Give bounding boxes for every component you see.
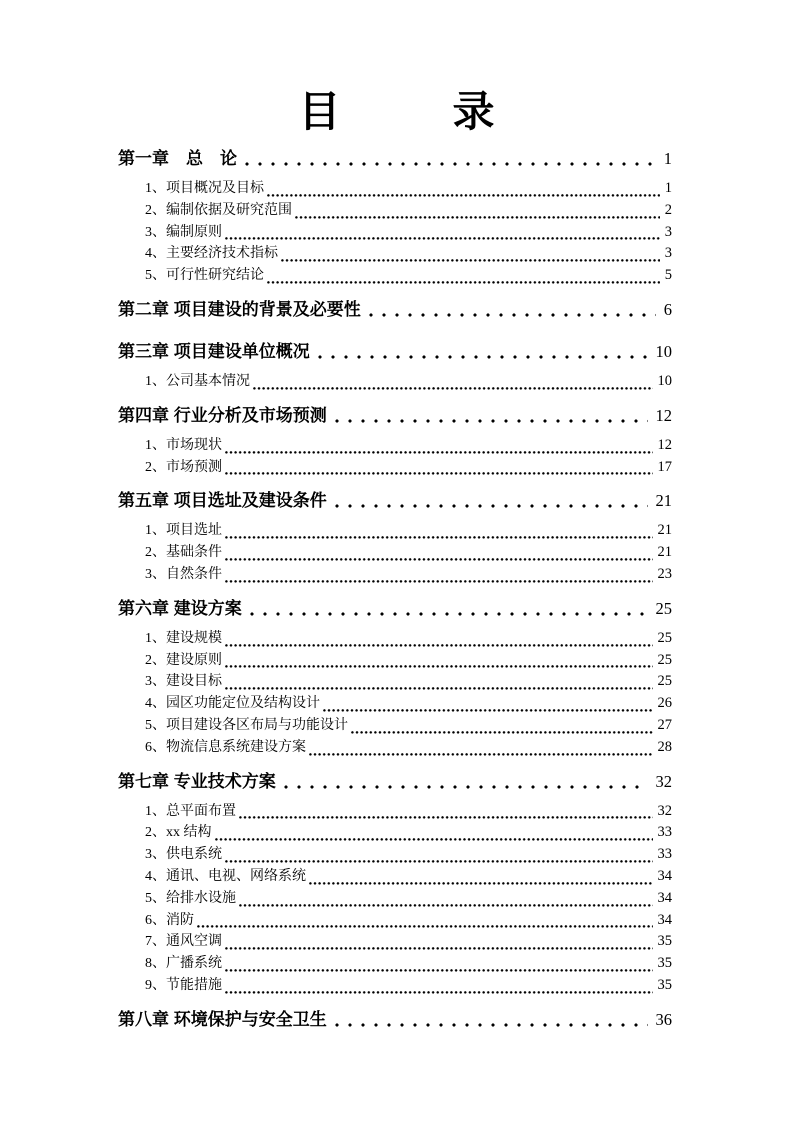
toc-item-entry[interactable] (145, 844, 672, 866)
toc-chapter-entry[interactable] (118, 771, 672, 793)
toc-item-entry[interactable] (145, 222, 672, 244)
dot-leader (309, 882, 653, 885)
toc-item-entry[interactable] (145, 650, 672, 672)
toc-page-number: 32 (655, 771, 672, 791)
toc-item-entry[interactable] (145, 520, 672, 542)
toc-chapter-label: 第八章 环境保护与安全卫生 (118, 1009, 327, 1029)
toc-page-number: 34 (657, 911, 672, 928)
toc-item-entry[interactable] (145, 715, 672, 737)
dot-leader (253, 387, 653, 390)
toc-page-number: 34 (657, 867, 672, 884)
toc-page-number: 35 (657, 976, 672, 993)
dot-leader (225, 644, 653, 647)
toc-chapter-label: 第四章 行业分析及市场预测 (118, 405, 327, 425)
toc-chapter-entry[interactable] (118, 490, 672, 512)
toc-page-number: 33 (657, 824, 672, 841)
toc-chapter-label: 第七章 专业技术方案 (118, 771, 276, 791)
toc-chapter-entry[interactable] (118, 598, 672, 620)
dot-leader (281, 259, 660, 262)
toc-page-number: 12 (655, 405, 672, 425)
toc-item-entry[interactable] (145, 457, 672, 479)
toc-page-number: 34 (657, 889, 672, 906)
toc-item-label: 2、市场预测 (145, 459, 222, 475)
toc-page-number: 3 (664, 223, 672, 240)
toc-chapter-label: 第六章 建设方案 (118, 598, 242, 618)
dot-leader (245, 162, 656, 166)
dot-leader (335, 419, 648, 423)
dot-leader (239, 904, 653, 907)
dot-leader (225, 947, 653, 950)
toc-page-number: 25 (655, 598, 672, 618)
dot-leader (225, 536, 653, 539)
dot-leader (309, 753, 653, 756)
toc-item-entry[interactable] (145, 671, 672, 693)
dot-leader (225, 472, 653, 475)
dot-leader (369, 313, 656, 317)
dot-leader (239, 816, 653, 819)
dot-leader (323, 709, 653, 712)
toc-item-entry[interactable] (145, 542, 672, 564)
toc-item-label: 5、项目建设各区布局与功能设计 (145, 717, 348, 733)
toc-page-number: 36 (655, 1009, 672, 1029)
dot-leader (225, 860, 653, 863)
toc-item-entry[interactable] (145, 628, 672, 650)
toc-page-number: 25 (657, 629, 672, 646)
toc-item-label: 4、通讯、电视、网络系统 (145, 868, 306, 884)
toc-page-number: 27 (657, 716, 672, 733)
toc-chapter-label: 第五章 项目选址及建设条件 (118, 491, 327, 511)
toc-page-number: 25 (657, 651, 672, 668)
toc-item-label: 1、建设规模 (145, 630, 222, 646)
dot-leader (267, 194, 660, 197)
toc-item-entry[interactable] (145, 910, 672, 932)
toc-page-number: 2 (664, 201, 672, 218)
toc-item-label: 6、消防 (145, 912, 194, 928)
toc-item-entry[interactable] (145, 265, 672, 287)
toc-item-entry[interactable] (145, 822, 672, 844)
dot-leader (284, 785, 648, 789)
dot-leader (225, 580, 653, 583)
toc-page-number: 1 (664, 180, 672, 196)
toc-chapter-entry[interactable] (118, 148, 672, 170)
toc-item-entry[interactable] (145, 435, 672, 457)
toc-page-number: 28 (657, 738, 672, 755)
toc-item-entry[interactable] (145, 200, 672, 222)
toc-chapter-entry[interactable] (118, 405, 672, 427)
toc-chapter-label: 第一章 总 论 (118, 149, 237, 168)
toc-item-label: 8、广播系统 (145, 956, 222, 972)
dot-leader (335, 1023, 648, 1027)
toc-page-number: 32 (657, 802, 672, 819)
toc-item-label: 1、项目选址 (145, 523, 222, 539)
toc-page-number: 6 (663, 299, 672, 319)
toc-item-label: 4、主要经济技术指标 (145, 246, 278, 262)
toc-item-label: 5、给排水设施 (145, 890, 236, 906)
toc-item-label: 1、项目概况及目标 (145, 181, 264, 196)
dot-leader (318, 355, 648, 359)
dot-leader (215, 838, 653, 841)
dot-leader (250, 612, 648, 616)
toc-page-number: 1 (663, 149, 672, 168)
table-of-contents (118, 136, 672, 1039)
toc-item-entry[interactable] (145, 371, 672, 393)
toc-page-number: 10 (657, 372, 672, 389)
toc-item-label: 1、总平面布置 (145, 803, 236, 819)
toc-item-label: 4、园区功能定位及结构设计 (145, 696, 320, 712)
toc-item-label: 6、物流信息系统建设方案 (145, 739, 306, 755)
toc-chapter-entry[interactable] (118, 1009, 672, 1031)
page-title (0, 0, 793, 136)
toc-item-label: 3、建设目标 (145, 674, 222, 690)
toc-chapter-entry[interactable] (118, 341, 672, 363)
toc-page-number: 21 (657, 522, 672, 539)
dot-leader (225, 991, 653, 994)
toc-page-number: 10 (655, 341, 672, 361)
toc-chapter-label: 第二章 项目建设的背景及必要性 (118, 299, 361, 319)
toc-page-number: 23 (657, 565, 672, 582)
toc-item-entry[interactable] (145, 737, 672, 759)
toc-item-label: 7、通风空调 (145, 934, 222, 950)
toc-item-label: 2、编制依据及研究范围 (145, 202, 292, 218)
dot-leader (267, 281, 660, 284)
toc-item-label: 9、节能措施 (145, 977, 222, 993)
toc-item-label: 2、基础条件 (145, 545, 222, 561)
toc-item-label: 2、建设原则 (145, 652, 222, 668)
toc-item-label: 1、公司基本情况 (145, 373, 250, 389)
dot-leader (335, 504, 648, 508)
dot-leader (225, 237, 660, 240)
toc-page-number: 5 (664, 267, 672, 284)
toc-item-label: 1、市场现状 (145, 437, 222, 453)
toc-item-entry[interactable] (145, 564, 672, 586)
toc-page-number: 12 (657, 436, 672, 453)
toc-item-entry[interactable] (145, 801, 672, 823)
toc-item-entry[interactable] (145, 243, 672, 265)
toc-chapter-label: 第三章 项目建设单位概况 (118, 341, 310, 361)
dot-leader (225, 451, 653, 454)
toc-item-entry[interactable] (145, 866, 672, 888)
toc-item-entry[interactable] (145, 693, 672, 715)
toc-page-number: 33 (657, 846, 672, 863)
toc-item-label: 3、供电系统 (145, 847, 222, 863)
toc-item-entry[interactable] (145, 888, 672, 910)
toc-item-label: 3、编制原则 (145, 224, 222, 240)
toc-page-number: 17 (657, 458, 672, 475)
toc-item-entry[interactable] (145, 178, 672, 200)
toc-page-number: 25 (657, 673, 672, 690)
toc-page-number: 3 (664, 245, 672, 262)
dot-leader (295, 216, 660, 219)
toc-item-entry[interactable] (145, 953, 672, 975)
dot-leader (225, 687, 653, 690)
toc-item-entry[interactable] (145, 975, 672, 997)
dot-leader (225, 665, 653, 668)
toc-page-number: 21 (655, 491, 672, 511)
title-char-left: 目 (298, 88, 341, 135)
toc-item-entry[interactable] (145, 931, 672, 953)
dot-leader (197, 925, 653, 928)
toc-page-number: 26 (657, 695, 672, 712)
dot-leader (225, 969, 653, 972)
toc-chapter-entry[interactable] (118, 299, 672, 321)
dot-leader (225, 558, 653, 561)
toc-item-label: 2、xx 结构 (145, 825, 212, 841)
toc-item-label: 3、自然条件 (145, 566, 222, 582)
dot-leader (351, 731, 653, 734)
toc-page-number: 35 (657, 955, 672, 972)
toc-item-label: 5、可行性研究结论 (145, 268, 264, 284)
toc-page-number: 21 (657, 544, 672, 561)
toc-page-number: 35 (657, 933, 672, 950)
title-char-right: 录 (452, 88, 495, 135)
